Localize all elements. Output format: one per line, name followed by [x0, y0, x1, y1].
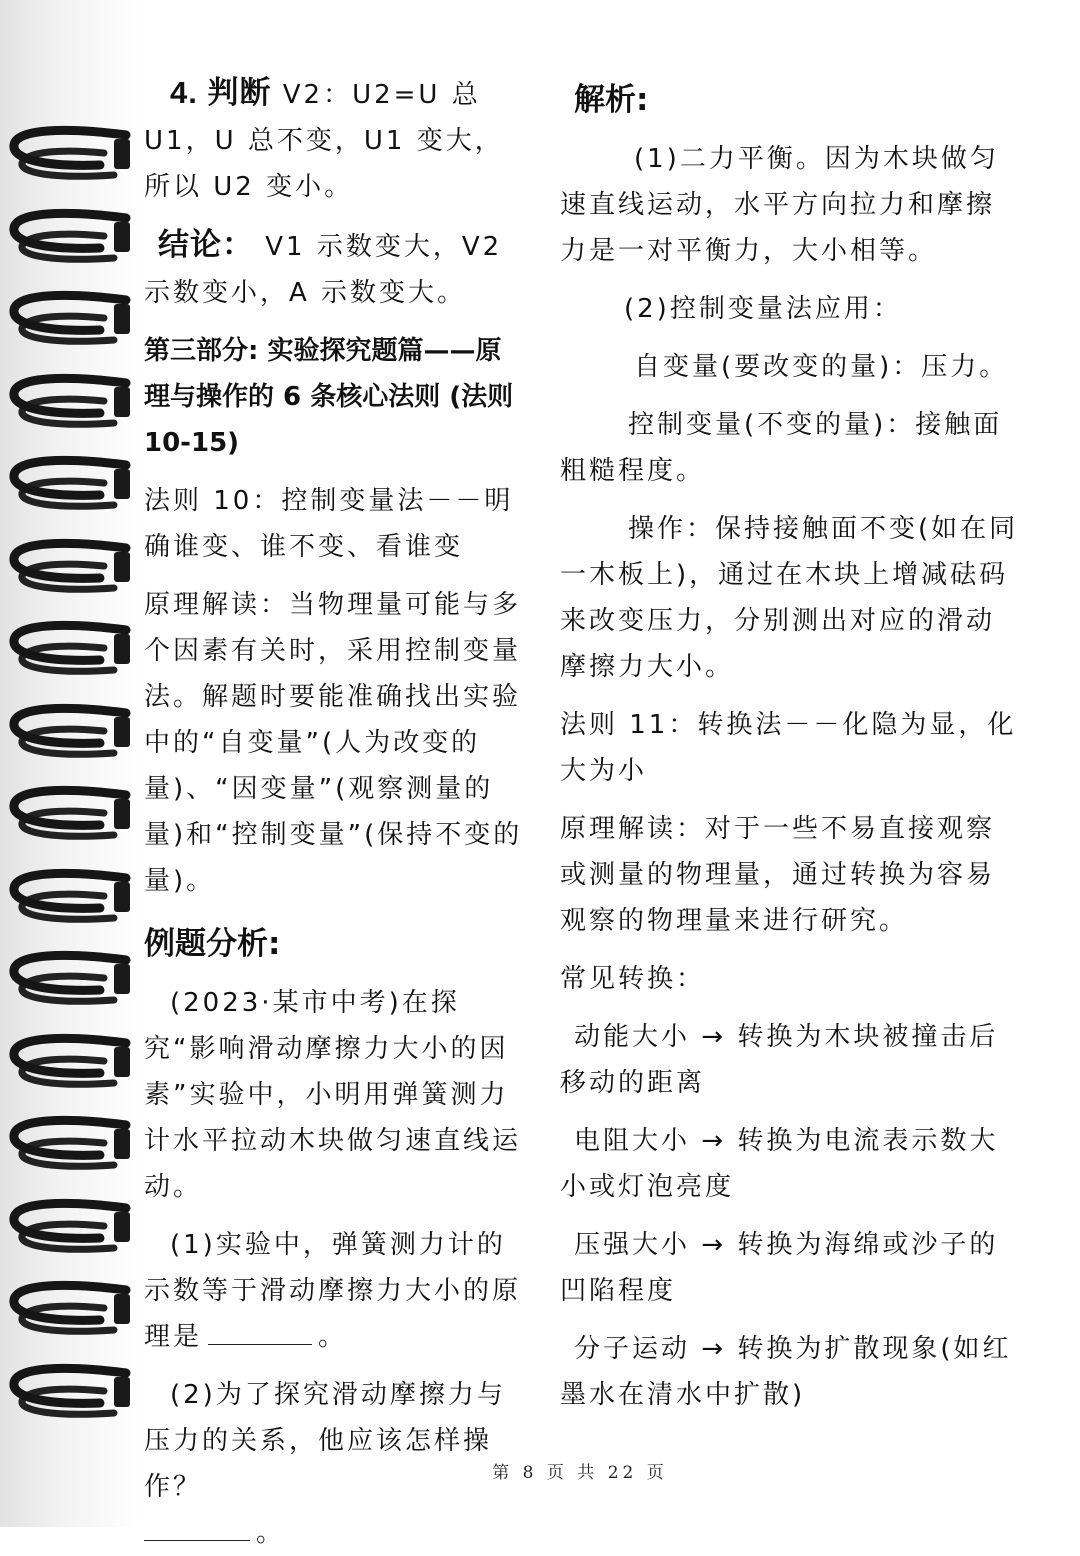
rule10-principle: 原理解读：当物理量可能与多个因素有关时，采用控制变量法。解题时要能准确找出实验中的“自变量”(人为改变的量)、“因变量”(观察测量的量)和“控制变量”(保持不变的量)。 [144, 590, 523, 896]
binding-ring [4, 290, 134, 350]
right-column [560, 70, 1020, 1418]
rule11-principle: 原理解读：对于一些不易直接观察或测量的物理量，通过转换为容易观察的物理量来进行研究。 [560, 814, 996, 936]
binding-ring [4, 620, 134, 680]
question-1-text: (1)实验中，弹簧测力计的示数等于滑动摩擦力大小的原理是 [144, 1230, 522, 1352]
binding-ring [4, 125, 134, 185]
binding-ring [4, 868, 134, 928]
conversion-item: 电阻大小 → 转换为电流表示数大小或灯泡亮度 [560, 1126, 999, 1202]
binding-ring [4, 373, 134, 433]
analysis-2: (2)控制变量法应用： [624, 294, 902, 324]
controlled-variable: 控制变量(不变的量)：接触面粗糙程度。 [560, 410, 1003, 486]
analysis-heading: 解析: [574, 82, 649, 118]
operation: 操作：保持接触面不变(如在同一木板上)，通过在木块上增减砝码来改变压力，分别测出对应的滑动摩擦力大小。 [560, 514, 1019, 682]
question-1-end: 。 [318, 1322, 348, 1352]
conclusion-paragraph [144, 222, 526, 316]
rule10-title: 法则 10：控制变量法－－明确谁变、谁不变、看谁变 [144, 486, 514, 562]
binding-ring [4, 1280, 134, 1340]
binding-ring [4, 1363, 134, 1423]
binding-ring [4, 785, 134, 845]
binding-ring [4, 703, 134, 763]
conversion-item: 动能大小 → 转换为木块被撞击后移动的距离 [560, 1022, 999, 1098]
binding-rings [0, 0, 140, 1527]
example-text: (2023·某市中考)在探究“影响滑动摩擦力大小的因素”实验中，小明用弹簧测力计水平拉动木块做匀速直线运动。 [144, 988, 522, 1202]
conversion-item: 压强大小 → 转换为海绵或沙子的凹陷程度 [560, 1230, 999, 1306]
conversion-item: 分子运动 → 转换为扩散现象(如红墨水在清水中扩散) [560, 1334, 1012, 1410]
conclusion-text: V1 示数变大，V2 示数变小，A 示数变大。 [144, 232, 503, 308]
section-title: 第三部分: 实验探究题篇——原理与操作的 6 条核心法则 (法则 10-15) [144, 336, 514, 458]
binding-ring [4, 208, 134, 268]
example-heading: 例题分析: [144, 926, 281, 962]
step4-text: V2：U2=U 总 U1，U 总不变，U1 变大，所以 U2 变小。 [144, 80, 504, 202]
binding-ring [4, 1198, 134, 1258]
answer-blank-1 [208, 1316, 312, 1345]
page-footer: 第 8 页 共 22 页 [492, 1463, 668, 1483]
binding-ring [4, 538, 134, 598]
binding-ring [4, 950, 134, 1010]
binding-ring [4, 455, 134, 515]
rule11-title: 法则 11：转换法－－化隐为显，化大为小 [560, 710, 1017, 786]
binding-ring [4, 1115, 134, 1175]
spiral-binding [0, 0, 140, 1527]
independent-variable: 自变量(要改变的量)：压力。 [634, 352, 1009, 382]
question-2-text: (2)为了探究滑动摩擦力与压力的关系，他应该怎样操作？ [144, 1380, 506, 1502]
question-1 [144, 1222, 526, 1360]
analysis-1: (1)二力平衡。因为木块做匀速直线运动，水平方向拉力和摩擦力是一对平衡力，大小相等。 [560, 144, 999, 266]
step4-label: 4. 判断 [170, 75, 272, 110]
question-2-end: 。 [256, 1518, 286, 1548]
left-column [144, 70, 526, 1556]
conclusion-label: 结论： [158, 227, 254, 262]
binding-ring [4, 1033, 134, 1093]
common-conversions-label: 常见转换： [560, 964, 706, 994]
step4-paragraph [144, 70, 526, 210]
